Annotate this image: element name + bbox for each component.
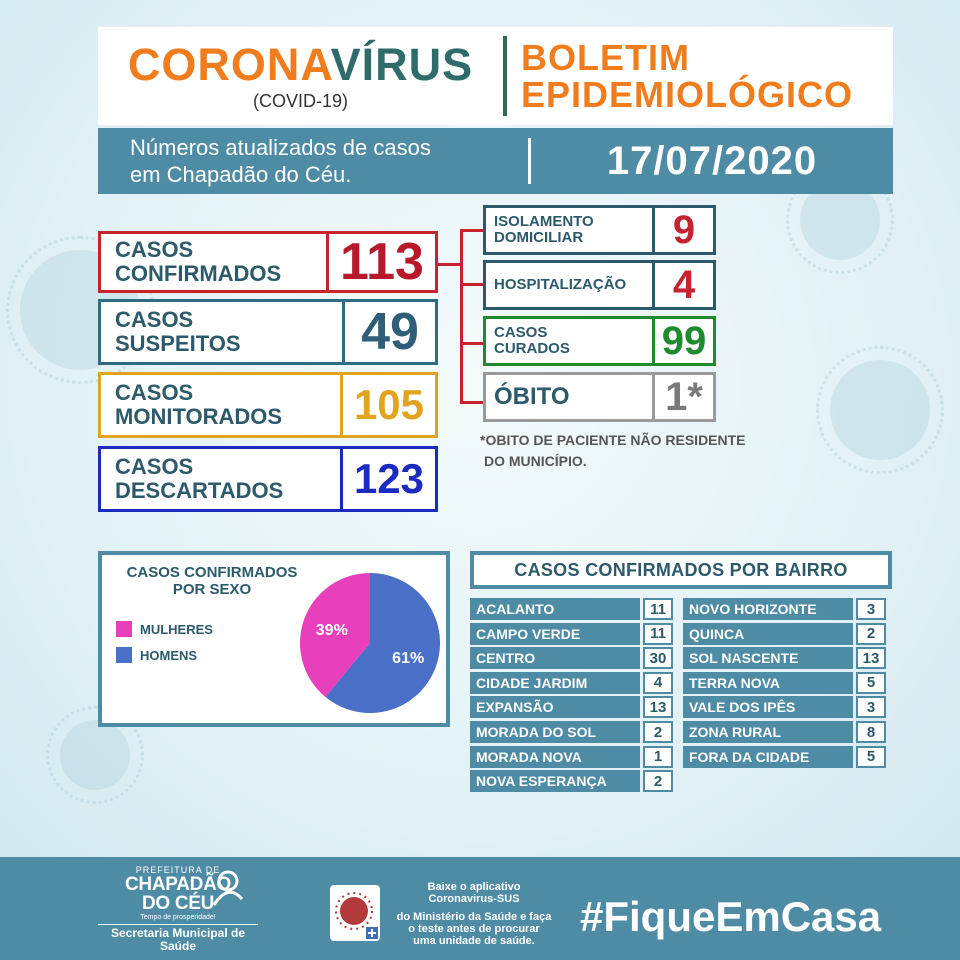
stat-label-line2: SUSPEITOS xyxy=(115,331,241,356)
stat-descartados-value: 123 xyxy=(353,455,425,502)
sex-pie-chart xyxy=(300,568,440,718)
bairro-name: TERRA NOVA xyxy=(683,672,853,694)
connector-line xyxy=(460,342,484,345)
stat-descartados-label xyxy=(101,449,343,509)
breakdown-label-line2: CURADOS xyxy=(494,340,570,357)
bairro-count: 13 xyxy=(856,647,886,669)
bairro-name: CENTRO xyxy=(470,647,640,669)
bairro-row xyxy=(683,721,886,743)
connector-line xyxy=(438,263,462,266)
bairro-row xyxy=(470,598,673,620)
bairro-row xyxy=(470,770,673,792)
bairro-row xyxy=(470,623,673,645)
secretaria-saude xyxy=(98,924,258,953)
breakdown-hospitalizacao xyxy=(483,260,716,310)
breakdown-obito xyxy=(483,372,716,422)
bairro-row xyxy=(470,721,673,743)
header-boletim xyxy=(521,39,853,113)
breakdown-label-line1: ISOLAMENTO xyxy=(494,213,594,230)
bairro-name: EXPANSÃO xyxy=(470,696,640,718)
breakdown-label-line2: DOMICILIAR xyxy=(494,229,584,246)
stat-label-line1: CASOS xyxy=(115,307,194,332)
bairro-count: 13 xyxy=(643,696,673,718)
bairro-count: 2 xyxy=(856,623,886,645)
header-divider xyxy=(503,36,507,116)
legend-label-mulheres: MULHERES xyxy=(140,621,213,637)
connector-line xyxy=(460,283,484,286)
footnote-line1: *OBITO DE PACIENTE NÃO RESIDENTE xyxy=(480,432,746,448)
bairro-table-title: CASOS CONFIRMADOS POR BAIRRO xyxy=(470,551,892,589)
header-title-block xyxy=(98,38,503,112)
bairro-count: 2 xyxy=(643,721,673,743)
breakdown-label-line1: CASOS xyxy=(494,324,548,341)
app-text-line1: Baixe o aplicativo xyxy=(427,881,521,893)
secretaria-line2: Saúde xyxy=(159,939,196,953)
bairro-count: 5 xyxy=(856,672,886,694)
bairro-row xyxy=(683,696,886,718)
stat-suspeitos xyxy=(98,299,438,365)
stat-monitorados-label xyxy=(101,375,343,435)
city-name-line1: CHAPADÃO xyxy=(125,874,231,895)
breakdown-curados xyxy=(483,316,716,366)
pie-slice-homens-label: 61% xyxy=(392,649,425,667)
bairro-row xyxy=(683,647,886,669)
bairro-name: NOVO HORIZONTE xyxy=(683,598,853,620)
sex-chart-title-line1: CASOS CONFIRMADOS xyxy=(126,564,298,581)
app-text-line4: o teste antes de procurar xyxy=(408,923,540,935)
stat-label-line2: MONITORADOS xyxy=(115,404,283,429)
bairro-name: SOL NASCENTE xyxy=(683,647,853,669)
subheader-line2: em Chapadão do Céu. xyxy=(130,162,352,187)
stat-label-line1: CASOS xyxy=(115,454,194,479)
bairro-name: MORADA DO SOL xyxy=(470,721,640,743)
bairro-count: 5 xyxy=(856,746,886,768)
pie-slice-mulheres-label: 39% xyxy=(315,622,348,640)
bairro-row xyxy=(683,623,886,645)
prefeitura-label: PREFEITURA DE xyxy=(135,865,221,875)
bairro-count: 30 xyxy=(643,647,673,669)
header xyxy=(98,27,893,125)
title-part-virus: VÍRUS xyxy=(330,38,474,90)
breakdown-isolamento-value: 9 xyxy=(672,207,696,252)
bairro-row xyxy=(683,672,886,694)
bairro-name: CIDADE JARDIM xyxy=(470,672,640,694)
subheader xyxy=(98,128,893,194)
stat-confirmados-label xyxy=(101,234,329,290)
boletim-line1: BOLETIM xyxy=(521,37,690,78)
bairro-count: 11 xyxy=(643,598,673,620)
prefeitura-slogan: Tempo de prosperidade! xyxy=(140,914,216,921)
title-part-corona: CORONA xyxy=(127,38,331,90)
breakdown-hospitalizacao-label: HOSPITALIZAÇÃO xyxy=(486,263,655,307)
bairro-count: 3 xyxy=(856,598,886,620)
bairro-name: CAMPO VERDE xyxy=(470,623,640,645)
stat-label-line1: CASOS xyxy=(115,380,194,405)
bairro-count: 1 xyxy=(643,746,673,768)
legend-homens xyxy=(116,647,197,663)
stat-monitorados-value: 105 xyxy=(353,381,425,428)
stat-confirmados-value: 113 xyxy=(340,233,424,291)
subheader-text xyxy=(98,134,508,188)
header-subtitle: (COVID-19) xyxy=(252,90,348,111)
breakdown-obito-label: ÓBITO xyxy=(486,375,655,419)
bairro-count: 8 xyxy=(856,721,886,743)
bairro-row xyxy=(470,696,673,718)
stat-suspeitos-label xyxy=(101,302,345,362)
report-date: 17/07/2020 xyxy=(606,138,818,183)
sex-chart-card xyxy=(98,551,450,727)
stat-label-line1: CASOS xyxy=(115,237,194,262)
legend-swatch-mulheres xyxy=(116,621,132,637)
subheader-line1: Números atualizados de casos xyxy=(130,135,431,160)
bairro-row xyxy=(683,746,886,768)
legend-swatch-homens xyxy=(116,647,132,663)
bairro-row xyxy=(470,746,673,768)
virus-decoration xyxy=(60,720,130,790)
bairro-row xyxy=(470,647,673,669)
footer xyxy=(0,857,960,960)
boletim-line2: EPIDEMIOLÓGICO xyxy=(521,74,854,115)
header-title xyxy=(98,38,503,90)
bairro-count: 2 xyxy=(643,770,673,792)
connector-line xyxy=(460,401,484,404)
bairro-name: QUINCA xyxy=(683,623,853,645)
bairro-name: FORA DA CIDADE xyxy=(683,746,853,768)
sex-chart-title xyxy=(112,564,312,598)
stat-descartados xyxy=(98,446,438,512)
bairro-count: 3 xyxy=(856,696,886,718)
sex-chart-title-line2: POR SEXO xyxy=(172,581,252,598)
stat-label-line2: CONFIRMADOS xyxy=(115,261,282,286)
legend-label-homens: HOMENS xyxy=(140,647,198,663)
breakdown-isolamento xyxy=(483,205,716,255)
obito-footnote xyxy=(480,430,746,472)
bairro-count: 11 xyxy=(643,623,673,645)
bairro-name: ACALANTO xyxy=(470,598,640,620)
connector-line xyxy=(460,229,484,232)
bairro-name: ZONA RURAL xyxy=(683,721,853,743)
secretaria-line1: Secretaria Municipal de xyxy=(110,926,246,940)
app-text-line2: Coronavirus-SUS xyxy=(428,893,520,905)
breakdown-hospitalizacao-value: 4 xyxy=(672,262,696,307)
breakdown-isolamento-label xyxy=(486,208,655,252)
bairro-row xyxy=(683,598,886,620)
bairro-count: 4 xyxy=(643,672,673,694)
breakdown-curados-value: 99 xyxy=(661,318,707,363)
virus-decoration xyxy=(830,360,930,460)
breakdown-curados-label xyxy=(486,319,655,363)
prefeitura-emblem-icon xyxy=(210,869,246,909)
bairro-name: NOVA ESPERANÇA xyxy=(470,770,640,792)
stat-label-line2: DESCARTADOS xyxy=(115,478,284,503)
connector-line xyxy=(460,229,463,404)
app-text-line3: do Ministério da Saúde e faça xyxy=(396,911,552,923)
bairro-name: VALE DOS IPÊS xyxy=(683,696,853,718)
stat-suspeitos-value: 49 xyxy=(361,303,419,361)
stat-confirmados xyxy=(98,231,438,293)
coronavirus-app-icon xyxy=(330,885,380,941)
bairro-row xyxy=(470,672,673,694)
app-text-line5: uma unidade de saúde. xyxy=(413,935,535,947)
app-download-text xyxy=(384,881,564,947)
legend-mulheres xyxy=(116,621,213,637)
bairro-name: MORADA NOVA xyxy=(470,746,640,768)
hashtag-fique-em-casa: #FiqueEmCasa xyxy=(580,893,882,940)
footnote-line2: DO MUNICÍPIO. xyxy=(484,453,587,469)
stat-monitorados xyxy=(98,372,438,438)
city-name-line2: DO CÉU xyxy=(141,893,215,914)
breakdown-obito-value: 1* xyxy=(665,374,703,419)
